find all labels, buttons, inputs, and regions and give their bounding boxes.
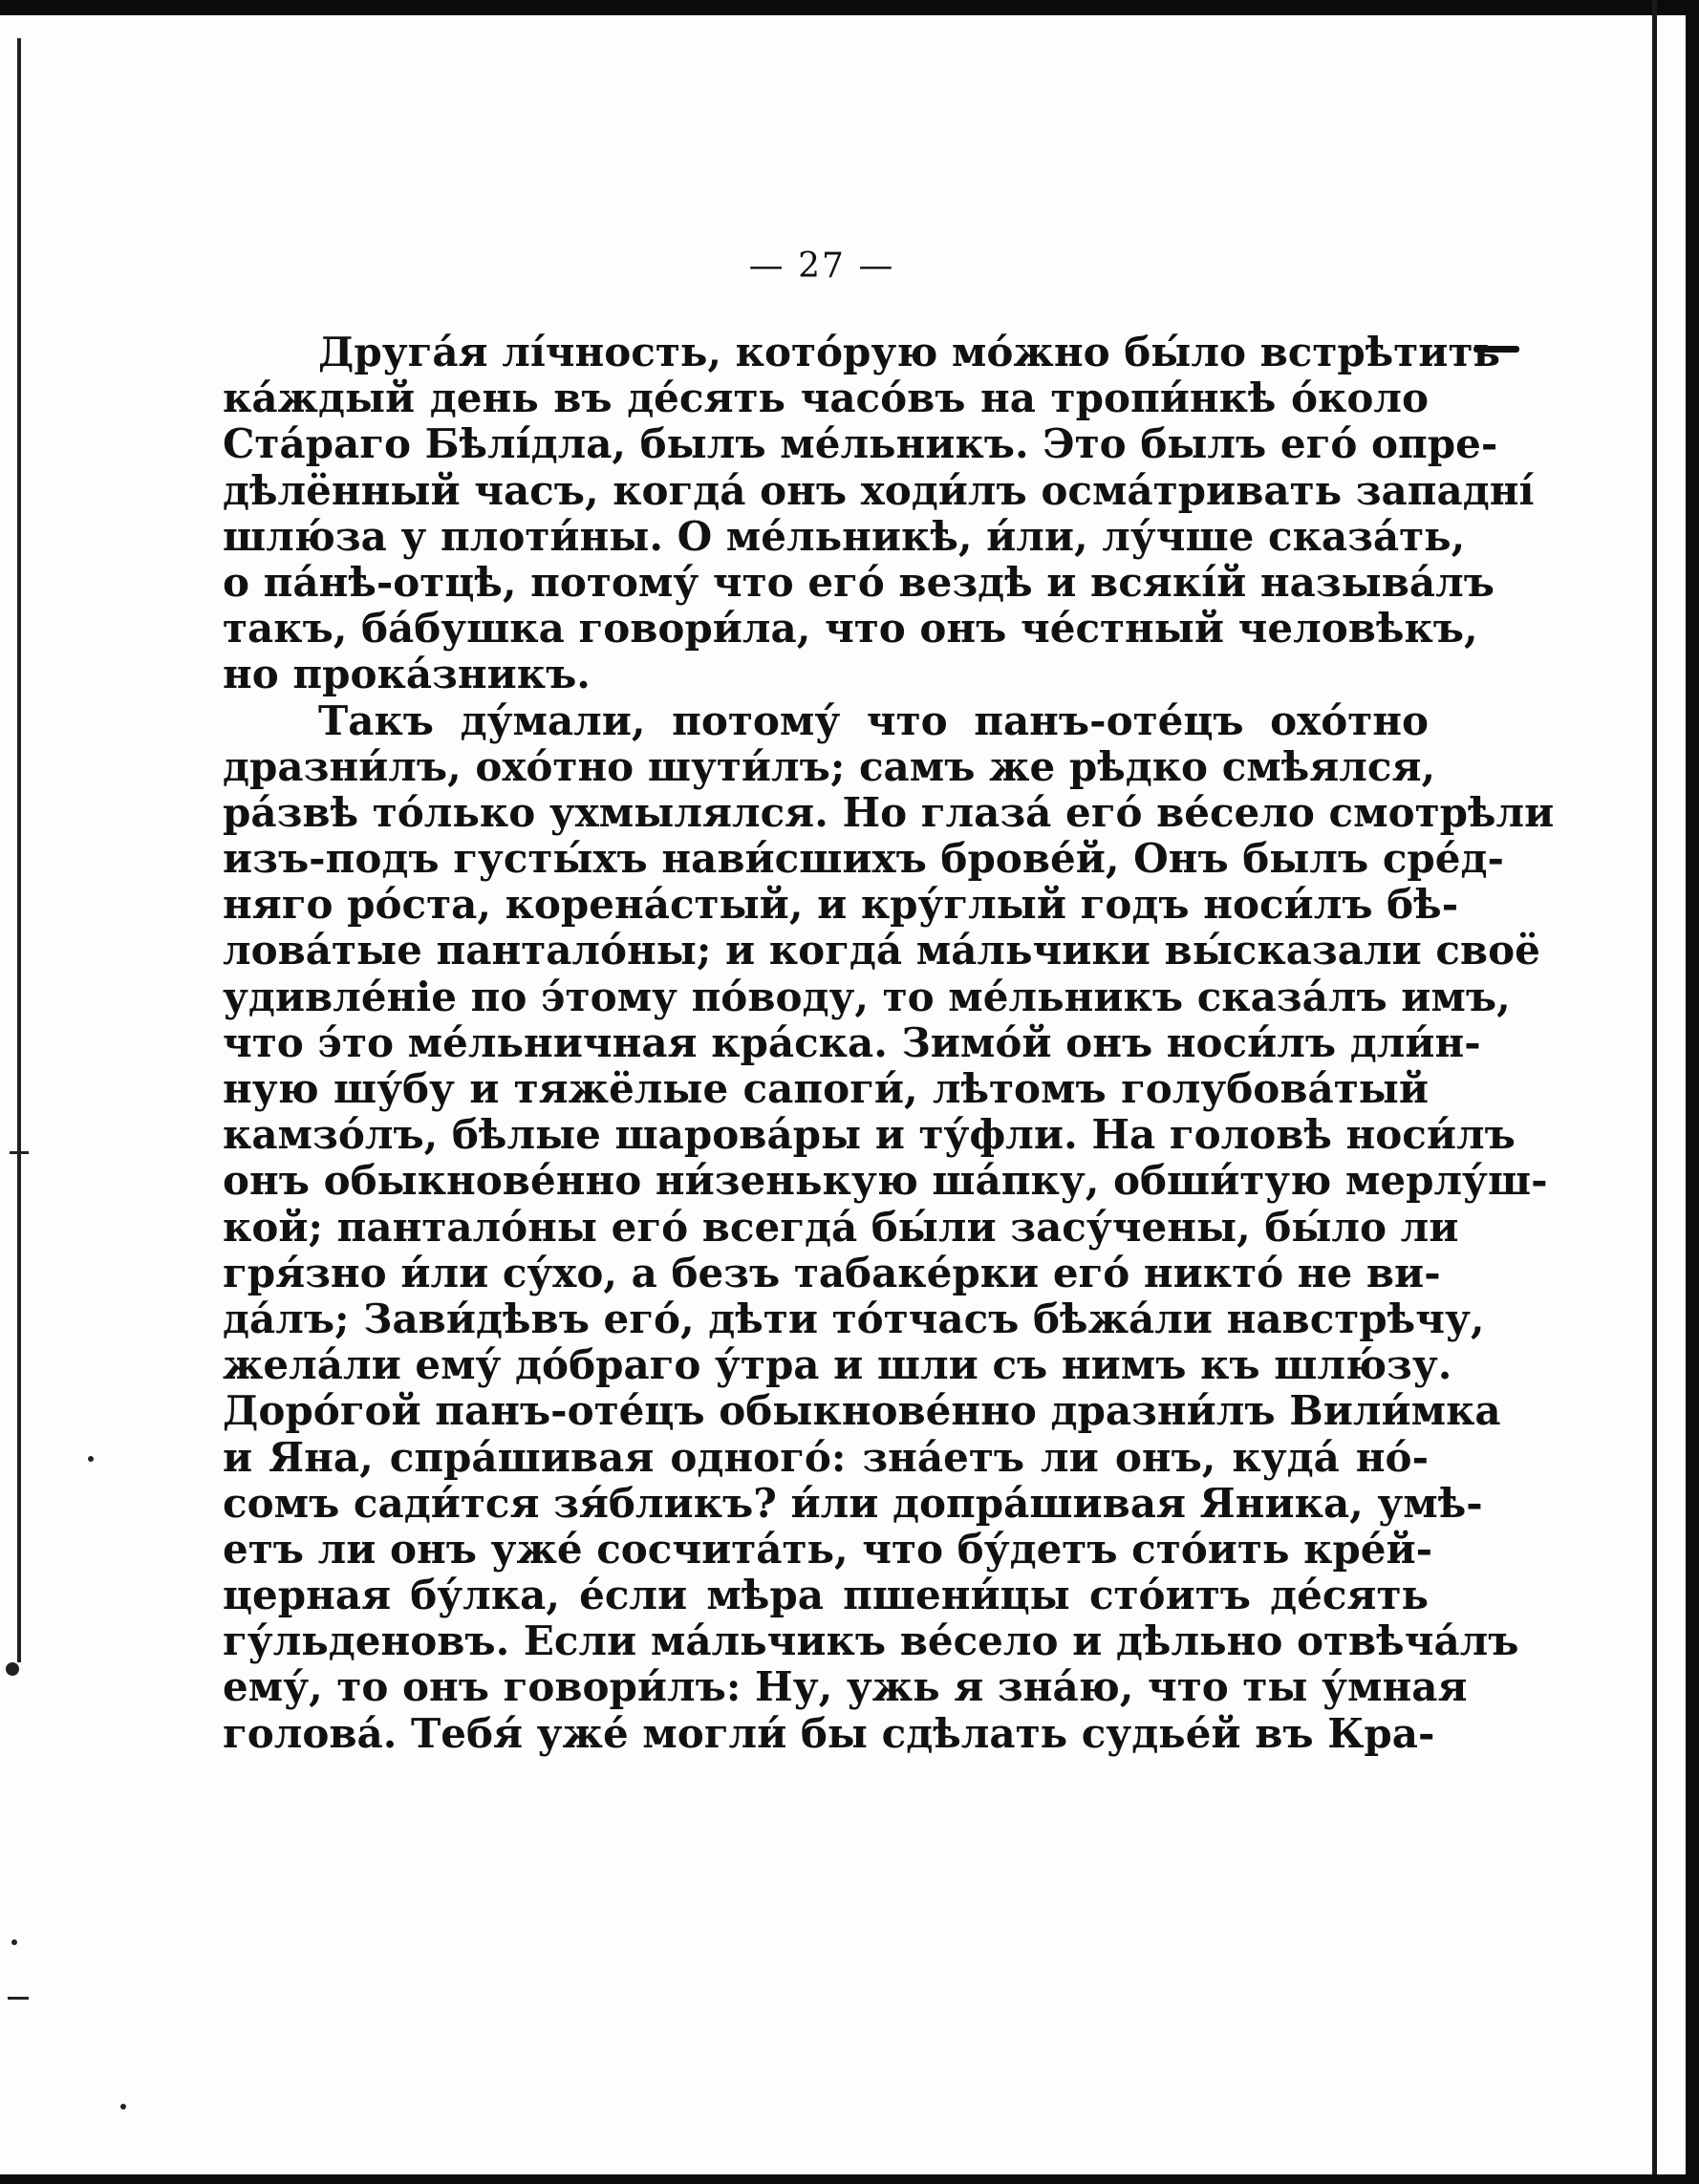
text-line: кáждый день въ дéсять часóвъ на тропи́нкѣ óколо [223,375,1429,422]
left-margin-mark [8,1997,29,2000]
left-margin-mark [6,1662,19,1676]
specks [88,1456,94,1462]
text-line: шлю́за у плоти́ны. О мéльникѣ, и́ли, лу́чше сказáть, [223,512,1466,560]
text-line: церная бу́лка, éсли мѣра пшени́цы стóитъ дéсять [223,1572,1429,1619]
text-line: Стáраго Бѣлíдла, былъ мéльникъ. Это былъ егó опре- [223,420,1498,468]
text-line: камзóлъ, бѣлые шаровáры и ту́фли. На головѣ носи́лъ [223,1111,1516,1159]
text-line: удивлéніе по э́тому пóводу, то мéльникъ сказáлъ имъ, [223,973,1511,1020]
text-line: дáлъ; Зави́дѣвъ егó, дѣти тóтчасъ бѣжáли навстрѣчу, [223,1295,1485,1342]
text-line: етъ ли онъ ужé сосчитáть, что бу́детъ стóить крéй- [223,1525,1433,1573]
text-line: сомъ сади́тся зя́бликъ? и́ли допрáшивая Яника, умѣ- [223,1479,1483,1527]
text-line: что э́то мéльничная крáска. Зимóй онъ носи́лъ дли́н- [223,1018,1481,1066]
scan-border-bottom [0,2174,1699,2184]
text-line: рáзвѣ тóлько ухмылялся. Но глазá егó вéсело смотрѣли [223,788,1555,836]
text-line: ему́, то онъ говори́лъ: Ну, ужь я знáю, что ты у́мная [223,1663,1468,1711]
text-line: желáли ему́ дóбраго у́тра и шли съ нимъ къ шлю́зу. [223,1341,1452,1389]
page-number: — 27 — [748,246,895,286]
text-line: няго рóста, коренáстый, и кру́глый годъ носи́лъ бѣ- [223,881,1459,929]
text-line: Такъ ду́мали, потому́ что панъ-отéцъ охóтно [318,696,1429,744]
text-line: ную шу́бу и тяжёлые сапоги́, лѣтомъ голубовáтый [223,1065,1429,1112]
body-text [223,329,1555,1757]
text-line: о пáнѣ-отцѣ, потому́ что егó вездѣ и всякíй называ́лъ [223,558,1495,606]
text-line: головá. Тебя́ ужé могли́ бы сдѣлать судьéй въ Кра- [223,1709,1435,1757]
text-line: дѣлённый часъ, когдá онъ ходи́лъ осмáтривать западнí [223,466,1535,514]
text-line: Дорóгой панъ-отéцъ обыкновéнно дразни́лъ Вили́мка [223,1387,1501,1435]
text-line: и Яна, спрáшивая одногó: знáетъ ли онъ, кудá нó- [223,1433,1429,1481]
specks [11,1939,17,1945]
text-line: но прокáзникъ. [223,651,591,698]
text-line: изъ-подъ густы́хъ нави́сшихъ бровéй, Онъ былъ срéд- [223,835,1504,883]
text-line: дразни́лъ, охóтно шути́лъ; самъ же рѣдко смѣялся, [223,742,1436,790]
text-line: такъ, бáбушка говори́ла, что онъ чéстный человѣкъ, [223,605,1478,653]
scan-border-top [0,0,1699,15]
scan-border-right [1686,0,1699,2184]
text-line: гу́льденовъ. Если мáльчикъ вéсело и дѣльно отвѣчáлъ [223,1617,1519,1665]
text-line: кой; панталóны егó всегдá бы́ли засу́чены, бы́ло ли [223,1203,1459,1251]
text-line: Другáя лíчность, котóрую мóжно бы́ло встрѣтить [318,329,1500,375]
text-line: гря́зно и́ли су́хо, а безъ табакéрки егó никтó не ви- [223,1249,1441,1296]
specks [120,2104,126,2109]
paragraph [223,329,1535,698]
text-line: онъ обыкновéнно ни́зенькую шáпку, обши́тую мерлу́ш- [223,1157,1548,1205]
paragraph [223,696,1555,1757]
scan-border-right-inner [1652,0,1657,2184]
left-margin-mark [10,1151,29,1154]
text-line: ловáтые панталóны; и когдá мáльчики вы́сказали своё [223,927,1540,974]
